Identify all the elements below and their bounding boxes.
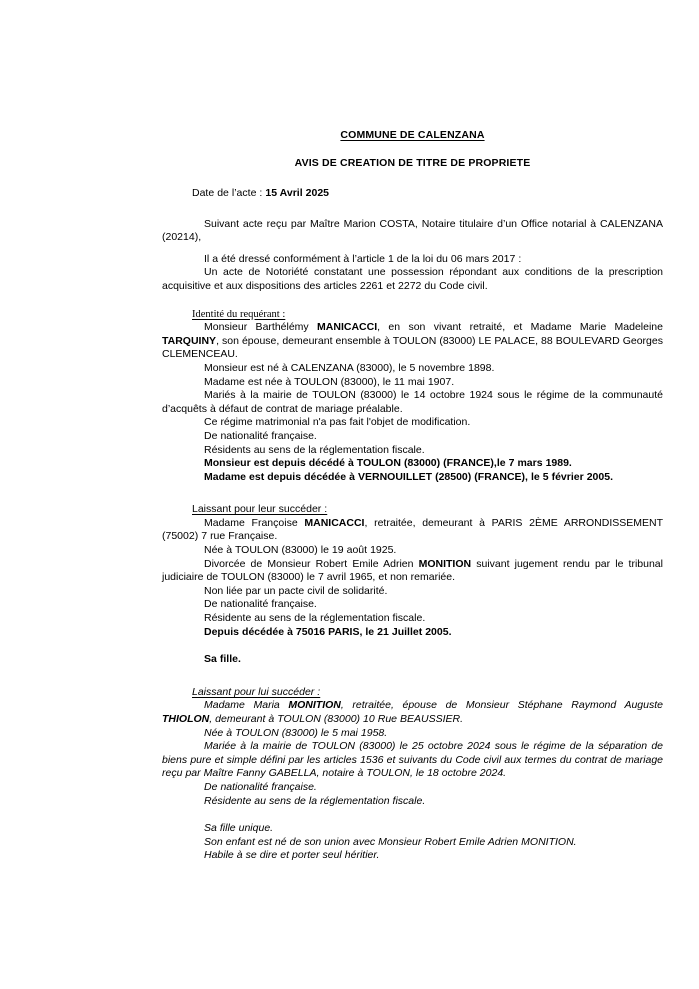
heading-laissant-leur-succeder: Laissant pour leur succéder : bbox=[192, 503, 328, 516]
heir2-identity-line bbox=[162, 699, 663, 726]
requerant-residency: Résidents au sens de la réglementation fiscale. bbox=[204, 443, 425, 456]
heir2-residency: Résidente au sens de la réglementation fiscale. bbox=[204, 794, 426, 807]
heir1-birth: Née à TOULON (83000) le 19 août 1925. bbox=[204, 544, 397, 557]
requerant-regime-note: Ce régime matrimonial n'a pas fait l'objet de modification. bbox=[204, 416, 471, 429]
spacer bbox=[162, 294, 663, 308]
requerant-text-a: Monsieur Barthélémy bbox=[204, 321, 318, 334]
requerant-marriage: Mariés à la mairie de TOULON (83000) le 14 octobre 1924 sous le régime de la communauté d’acquêts à défaut de contrat de mariage préalable. bbox=[162, 389, 663, 415]
act-date-value: 15 Avril 2025 bbox=[265, 187, 329, 199]
spacer bbox=[162, 245, 663, 253]
heir1-nationality: De nationalité française. bbox=[204, 598, 317, 611]
heir2-heir-capacity: Habile à se dire et porter seul héritier. bbox=[204, 849, 380, 862]
requerant-text-c: , son épouse, demeurant ensemble à TOULON (83000) LE PALACE, 88 BOULEVARD Georges CLEMENCEAU. bbox=[162, 334, 663, 361]
heir1-text-b: , retraitée, demeurant à PARIS 2ÈME ARRONDISSEMENT (75002) 7 rue Française. bbox=[162, 516, 663, 543]
heir1-divorce-text-b: suivant jugement rendu par le tribunal judiciaire de TOULON (83000) le 7 avril 1965, et non remariée. bbox=[162, 557, 663, 584]
heir1-residency: Résidente au sens de la réglementation fiscale. bbox=[204, 612, 426, 625]
spacer bbox=[162, 201, 663, 218]
spacer bbox=[162, 142, 663, 156]
heir2-spouse-surname-thiolon: THIOLON bbox=[162, 713, 210, 725]
heir2-text-a: Madame Maria bbox=[204, 699, 289, 712]
heir2-text-c: , demeurant à TOULON (83000) 10 Rue BEAUSSIER. bbox=[209, 713, 464, 725]
intro-paragraph-2: Il a été dressé conformément à l’article 1 de la loi du 06 mars 2017 : bbox=[204, 252, 522, 265]
heir2-text-b: , retraitée, épouse de Monsieur Stéphane Raymond Auguste bbox=[340, 699, 663, 712]
heir1-surname-manicacci: MANICACCI bbox=[304, 516, 365, 529]
heir2-birth: Née à TOULON (83000) le 5 mai 1958. bbox=[204, 726, 388, 739]
intro-paragraph-1: Suivant acte reçu par Maître Marion COSTA, Notaire titulaire d’un Office notarial à CALENZANA (20214), bbox=[162, 217, 663, 244]
requerant-nationality: De nationalité française. bbox=[204, 429, 317, 442]
heir1-death: Depuis décédée à 75016 PARIS, le 21 Juillet 2005. bbox=[204, 625, 452, 638]
heir1-exspouse-surname-monition: MONITION bbox=[418, 557, 472, 570]
spacer bbox=[162, 484, 663, 503]
spacer bbox=[162, 170, 663, 187]
heir1-pacs-status: Non liée par un pacte civil de solidarité. bbox=[204, 584, 388, 597]
heir2-marriage: Mariée à la mairie de TOULON (83000) le 25 octobre 2024 sous le régime de la séparation de biens pure et simple défini par les articles 1536 et suivants du Code civil aux termes du contrat de mariage reçu par Maître Fanny GABELLA, notaire à TOULON, le 18 octobre 2024. bbox=[162, 740, 663, 780]
requerant-surname-manicacci: MANICACCI bbox=[317, 321, 378, 334]
heir1-text-a: Madame Françoise bbox=[204, 516, 305, 529]
requerant-birth-monsieur: Monsieur est né à CALENZANA (83000), le 5 novembre 1898. bbox=[204, 361, 495, 374]
requerant-birth-madame: Madame est née à TOULON (83000), le 11 mai 1907. bbox=[204, 375, 455, 388]
act-date-label: Date de l’acte : bbox=[192, 187, 266, 199]
requerant-text-b: , en son vivant retraité, et Madame Marie Madeleine bbox=[377, 321, 663, 334]
heir1-relation: Sa fille. bbox=[204, 653, 241, 666]
document-subtitle: AVIS DE CREATION DE TITRE DE PROPRIETE bbox=[294, 157, 531, 169]
document-body bbox=[162, 128, 663, 863]
heading-identite-requerant: Identité du requérant : bbox=[192, 308, 286, 320]
act-date-line bbox=[162, 187, 663, 201]
requerant-death-monsieur: Monsieur est depuis décédé à TOULON (83000) (FRANCE),le 7 mars 1989. bbox=[204, 457, 572, 470]
heir1-divorce-text-a: Divorcée de Monsieur Robert Emile Adrien bbox=[204, 557, 419, 570]
heir1-identity-line bbox=[162, 517, 663, 544]
intro-paragraph-3: Un acte de Notoriété constatant une possession répondant aux conditions de la prescription acquisitive et aux dispositions des articles 2261 et 2272 du Code civil. bbox=[162, 266, 663, 292]
spacer bbox=[162, 808, 663, 822]
heir2-surname-monition: MONITION bbox=[288, 699, 341, 712]
heir2-relation: Sa fille unique. bbox=[204, 822, 274, 835]
heir1-divorce-line bbox=[162, 558, 663, 585]
spacer bbox=[162, 667, 663, 686]
requerant-identity-line bbox=[162, 321, 663, 362]
spacer bbox=[162, 639, 663, 653]
heir2-nationality: De nationalité française. bbox=[204, 780, 317, 793]
requerant-surname-tarquiny: TARQUINY bbox=[162, 334, 217, 347]
heading-laissant-lui-succeder: Laissant pour lui succéder : bbox=[192, 685, 321, 698]
document-title: COMMUNE DE CALENZANA bbox=[340, 129, 485, 141]
heir2-child-statement: Son enfant est né de son union avec Monsieur Robert Emile Adrien MONITION. bbox=[204, 835, 577, 848]
requerant-death-madame: Madame est depuis décédée à VERNOUILLET (28500) (FRANCE), le 5 février 2005. bbox=[204, 470, 613, 483]
